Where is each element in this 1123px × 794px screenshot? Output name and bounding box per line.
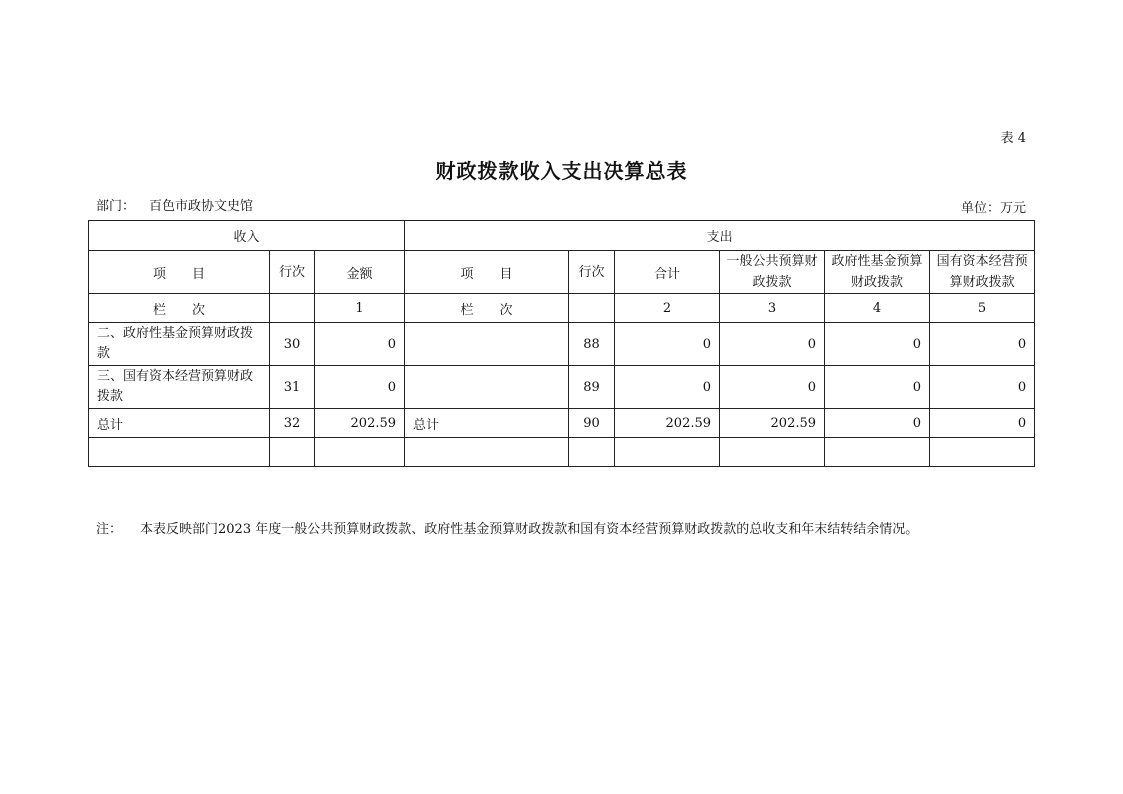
department-label: 部门： — [96, 199, 136, 214]
income-item-cell: 二、政府性基金预算财政拨款 — [89, 323, 270, 366]
income-item-cell: 总计 — [89, 409, 270, 438]
total-row — [89, 409, 1035, 438]
state-capital-col-no: 5 — [930, 294, 1035, 323]
income-row-no-cell: 30 — [270, 323, 315, 366]
state-capital-cell: 0 — [930, 323, 1035, 366]
expense-column-label: 栏 次 — [405, 294, 569, 323]
general-col-no: 3 — [720, 294, 825, 323]
col-expense-item: 项 目 — [405, 251, 569, 294]
table-row — [89, 366, 1035, 409]
empty-cell — [315, 438, 405, 467]
col-state-capital: 国有资本经营预算财政拨款 — [930, 251, 1035, 294]
column-header-row — [89, 251, 1035, 294]
total-cell: 0 — [615, 323, 720, 366]
empty-cell — [405, 438, 569, 467]
empty-cell — [825, 438, 930, 467]
expense-row-no-cell: 89 — [569, 366, 615, 409]
empty-cell — [720, 438, 825, 467]
empty-cell — [270, 294, 315, 323]
col-gov-fund: 政府性基金预算财政拨款 — [825, 251, 930, 294]
income-amount-cell: 0 — [315, 323, 405, 366]
gov-fund-col-no: 4 — [825, 294, 930, 323]
empty-cell — [270, 438, 315, 467]
department-line — [96, 195, 253, 214]
state-capital-cell: 0 — [930, 366, 1035, 409]
empty-cell — [569, 438, 615, 467]
table-number: 表 4 — [1000, 131, 1026, 146]
table-row — [89, 323, 1035, 366]
general-cell: 0 — [720, 366, 825, 409]
budget-table — [88, 220, 1035, 467]
income-amount-cell: 202.59 — [315, 409, 405, 438]
total-cell: 0 — [615, 366, 720, 409]
section-header-row — [89, 221, 1035, 251]
expense-row-no-cell: 88 — [569, 323, 615, 366]
unit-label: 单位：万元 — [960, 201, 1026, 216]
income-amount-col-no: 1 — [315, 294, 405, 323]
footnote — [96, 518, 918, 537]
income-column-label: 栏 次 — [89, 294, 270, 323]
income-row-no-cell: 31 — [270, 366, 315, 409]
col-general-budget: 一般公共预算财政拨款 — [720, 251, 825, 294]
col-expense-total: 合计 — [615, 251, 720, 294]
gov-fund-cell: 0 — [825, 409, 930, 438]
income-section-header: 收入 — [89, 221, 405, 251]
expense-item-cell: 总计 — [405, 409, 569, 438]
col-income-row-no: 行次 — [270, 251, 315, 294]
general-cell: 0 — [720, 323, 825, 366]
footnote-label: 注： — [96, 522, 123, 537]
state-capital-cell: 0 — [930, 409, 1035, 438]
income-item-cell: 三、国有资本经营预算财政拨款 — [89, 366, 270, 409]
gov-fund-cell: 0 — [825, 366, 930, 409]
column-number-row — [89, 294, 1035, 323]
expense-section-header: 支出 — [405, 221, 1035, 251]
department-name: 百色市政协文史馆 — [149, 199, 254, 214]
col-expense-row-no: 行次 — [569, 251, 615, 294]
empty-cell — [89, 438, 270, 467]
empty-cell — [615, 438, 720, 467]
expense-row-no-cell: 90 — [569, 409, 615, 438]
page-title: 财政拨款收入支出决算总表 — [435, 159, 688, 183]
income-amount-cell: 0 — [315, 366, 405, 409]
col-income-amount: 金额 — [315, 251, 405, 294]
empty-row — [89, 438, 1035, 467]
col-income-item: 项 目 — [89, 251, 270, 294]
expense-item-cell — [405, 366, 569, 409]
empty-cell — [930, 438, 1035, 467]
income-row-no-cell: 32 — [270, 409, 315, 438]
expense-item-cell — [405, 323, 569, 366]
empty-cell — [569, 294, 615, 323]
footnote-text: 本表反映部门2023 年度一般公共预算财政拨款、政府性基金预算财政拨款和国有资本经营预算财政拨款的总收支和年末结转结余情况。 — [140, 522, 919, 537]
total-cell: 202.59 — [615, 409, 720, 438]
gov-fund-cell: 0 — [825, 323, 930, 366]
total-col-no: 2 — [615, 294, 720, 323]
general-cell: 202.59 — [720, 409, 825, 438]
